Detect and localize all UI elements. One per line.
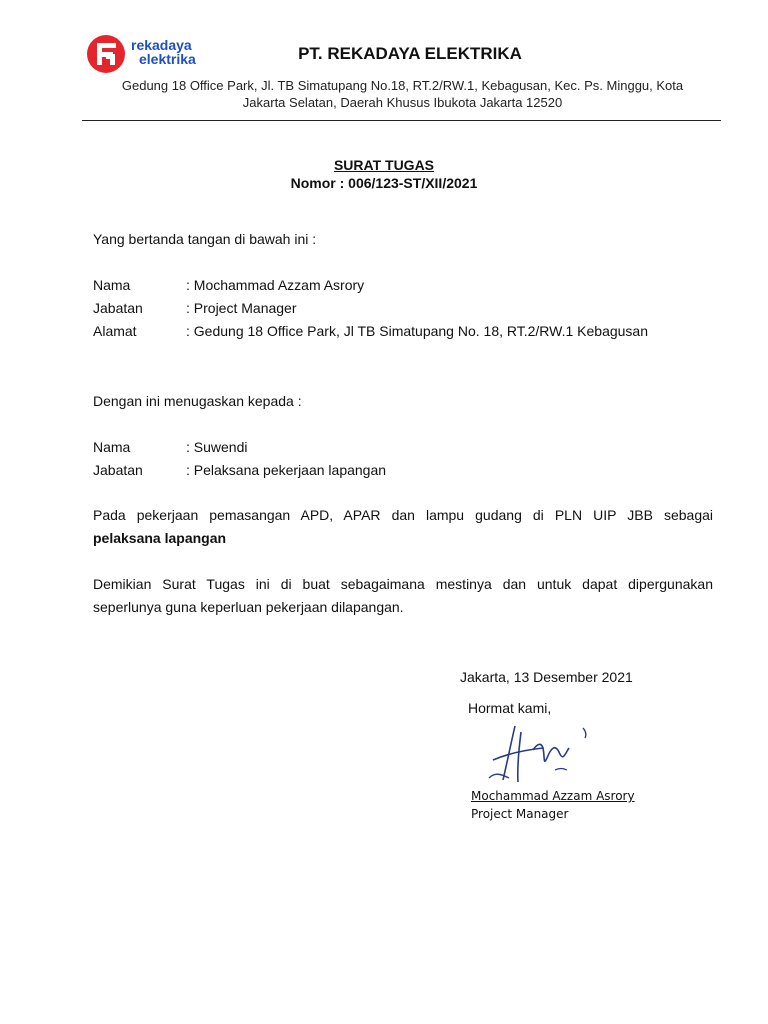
company-address	[95, 77, 710, 111]
address-line-2: Jakarta Selatan, Daerah Khusus Ibukota Jakarta 12520	[242, 95, 563, 110]
closing-line-2: seperlunya guna keperluan pekerjaan dilapangan.	[93, 599, 404, 615]
intro-text: Yang bertanda tangan di bawah ini :	[93, 231, 317, 247]
field-value: : Suwendi	[186, 439, 248, 455]
company-name: PT. REKADAYA ELEKTRIKA	[298, 44, 522, 63]
closing-paragraph	[93, 573, 713, 619]
assignee-row-name	[93, 439, 247, 455]
field-label: Jabatan	[93, 300, 143, 316]
place-date: Jakarta, 13 Desember 2021	[460, 669, 633, 685]
field-value: : Mochammad Azzam Asrory	[186, 277, 365, 293]
task-paragraph	[93, 504, 713, 550]
signer-row-address	[93, 323, 648, 339]
field-label: Jabatan	[93, 462, 143, 478]
handwritten-signature	[485, 718, 605, 788]
task-role-bold: pelaksana lapangan	[93, 530, 227, 546]
signature-title: Project Manager	[471, 807, 569, 821]
regards-text: Hormat kami,	[468, 700, 552, 716]
field-label: Nama	[93, 439, 131, 455]
logo-text-line2: elektrika	[139, 51, 196, 67]
signature-name: Mochammad Azzam Asrory	[471, 789, 635, 803]
signer-row-name	[93, 277, 364, 293]
field-value: : Project Manager	[186, 300, 297, 316]
signer-row-position	[93, 300, 297, 316]
closing-line-1: Demikian Surat Tugas ini di buat sebagaimana mestinya dan untuk dapat dipergunakan	[93, 576, 713, 592]
header-divider	[82, 120, 721, 121]
task-line-1: Pada pekerjaan pemasangan APD, APAR dan lampu gudang di PLN UIP JBB sebagai	[93, 507, 713, 523]
logo-text-line1: rekadaya	[131, 37, 192, 53]
logo-emblem-icon	[86, 34, 126, 74]
field-label: Nama	[93, 277, 131, 293]
letter-title: SURAT TUGAS	[333, 157, 435, 173]
field-value: : Gedung 18 Office Park, Jl TB Simatupang No. 18, RT.2/RW.1 Kebagusan	[186, 323, 649, 339]
field-value: : Pelaksana pekerjaan lapangan	[186, 462, 387, 478]
assignee-row-position	[93, 462, 386, 478]
field-label: Alamat	[93, 323, 137, 339]
address-line-1: Gedung 18 Office Park, Jl. TB Simatupang No.18, RT.2/RW.1, Kebagusan, Kec. Ps. Minggu, Kota	[121, 78, 684, 93]
letter-number: Nomor : 006/123-ST/XII/2021	[290, 175, 478, 191]
assign-intro-text: Dengan ini menugaskan kepada :	[93, 393, 302, 409]
